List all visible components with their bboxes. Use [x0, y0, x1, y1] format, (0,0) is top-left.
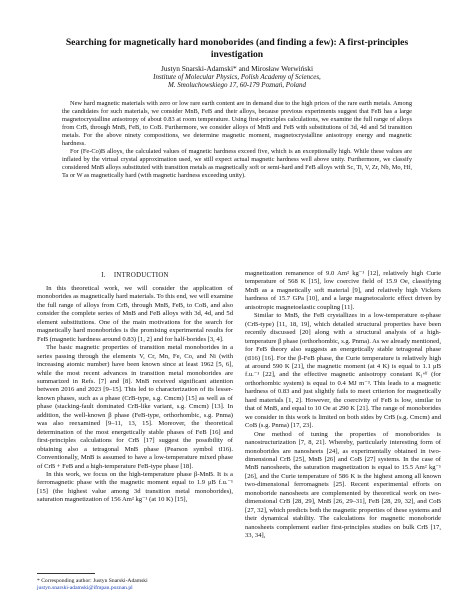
intro-paragraph-1: In this theoretical work, we will consider the application of monoborides as magnetically hard materials. To this end, we will examine the full range of alloys from CrB, through MnB, FeB, to CoB, and also consider the complete series of MnB and FeB alloys with 3d, 4d, and 5d element substitutions. One of the main motivations for the search for magnetically hard monoborides is the promising experimental results for FeB (magnetic hardness around 0.83) [1, 2] and for half-borides [3, 4].	[37, 285, 233, 343]
footnote-divider	[37, 573, 95, 574]
right-column	[245, 270, 441, 541]
paper-title: Searching for magnetically hard monoborides (and finding a few): A first-principles investigation	[65, 37, 409, 60]
intro-paragraph-2: The basic magnetic properties of transition metal monoborides in a series passing through the elements V, Cr, Mn, Fe, Co, and Ni (with increasing atomic number) have been known since at least 1962 [5, 6], while the most recent advances in transition metal monoborides are summarized in Refs. [7] and [8]. MnB received significant attention between 2016 and 2023 [9–15]. This led to characterization of its lesser-known phases, such as a phase (CrB-type, s.g. Cmcm) [15] as well as of phase (stacking-fault dominated CrB-like variant, s.g. Cmcm) [13]. In addition, the well-known β phase (FeB-type, orthorhombic, s.g. Pnma) was also reexamined [9–11, 13, 15]. Moreover, the theoretical determination of the most energetically stable phases of FeB [16] and first-principles calculations for CrB [17] suggest the possibility of obtaining also a tetragonal MnB phase (Pearson symbol tI16). Conventionally, MnB is assumed to have a low-temperature mixed phase of CrB + FeB and a high-temperature FeB-type phase [18].	[37, 344, 233, 470]
section-title: INTRODUCTION	[113, 272, 169, 279]
intro-paragraph-4: magnetization remanence of 9.0 Am² kg⁻¹ [12], relatively high Curie temperature of 568 K [15], low coercive field of 15.9 Oe, classifying MnB as a magnetically soft material [9], and relatively high Vickers hardness of 15.7 GPa [10], and a large magnetocaloric effect driven by anisotropic magnetoelastic coupling [11].	[245, 270, 441, 311]
affiliation-line-1: Institute of Molecular Physics, Polish Academy of Sciences,	[153, 73, 321, 81]
abstract	[62, 100, 412, 180]
abstract-paragraph-1: New hard magnetic materials with zero or low rare earth content are in demand due to the high prices of the rare earth metals. Among the candidates for such materials, we consider MnB, FeB and their alloys, because previous experiments suggest that FeB has a large magnetocrystalline anisotropy of about 0.83 at room temperature. Using first-principles calculations, we examine the full range of alloys from CrB, through MnB, FeB, to CoB. Furthermore, we consider alloys of MnB and FeB with substitutions of 3d, 4d and 5d transition metals. For the above ninety compositions, we determine magnetic moment, magnetocrystalline anisotropy energy and magnetic hardness.	[62, 100, 412, 148]
intro-paragraph-6: One method of tuning the properties of monoborides is nanostructurization [7, 8, 21]. Whereby, particularly interesting form of monoborides are nanosheets [24], as experimentally obtained in two-dimensional CrB [25], MnB [26] and CoB [27] systems. In the case of MnB nanosheets, the saturation magnetization is equal to 15.5 Am² kg⁻¹ [26], and the Curie temperature of 586 K is the highest among all known two-dimensional ferromagnets [25]. Recent experimental efforts on monoboride nanosheets are complemented by theoretical work on two-dimensional CrB [28, 29], MnB [26, 29–31], FeB [28, 29, 32], and CoB [27, 32], which predicts both the magnetic properties of these systems and their dynamical stability. The calculations for magnetic monoboride nanosheets complement earlier first-principles studies on bulk CrB [17, 33, 34],	[245, 430, 441, 540]
footnote	[37, 578, 233, 592]
section-number: I.	[101, 272, 106, 279]
left-column	[37, 285, 233, 505]
intro-paragraph-3: In this work, we focus on the high-temperature phase β-MnB. It is a ferromagnetic phase with the magnetic moment equal to 1.9 μB f.u.⁻¹ [15] (the highest value among 3d transition metal monoborides), saturation magnetization of 156 Am² kg⁻¹ (at 10 K) [15],	[37, 470, 233, 504]
section-heading	[37, 272, 233, 279]
intro-paragraph-5: Similar to MnB, the FeB crystallizes in a low-temperature α-phase (CrB-type) [11, 18, 19], which detailed structural properties have been recently discussed [20] along with a structural analysis of a high-temperature β phase (orthorhombic, s.g. Pnma). As we already mentioned, for FeB theory also suggests an energetically stable tetragonal phase (tI16) [16]. For the β-FeB phase, the Curie temperature is relatively high at around 590 K [21], the magnetic moment (at 4 K) is equal to 1.1 μB f.u.⁻¹ [22], and the effective magnetic anisotropy constant K₁ᵉᶠᶠ (for orthorhombic system) is equal to 0.4 MJ m⁻³. This leads to a magnetic hardness of 0.83 and just slightly fails to meet criterion for magnetically hard materials [1, 2]. However, the coercivity of FeB is low, similar to that of MnB, and equal to 10 Oe at 290 K [21]. The range of monoborides we consider in this work is limited on both sides by CrB (s.g. Cmcm) and CoB (s.g. Pnma) [17, 23].	[245, 312, 441, 430]
author-list: Justyn Snarski-Adamski* and Mirosław Werwiński	[161, 64, 313, 73]
footnote-corresponding-author: * Corresponding author: Justyn Snarski-Adamski	[37, 578, 148, 584]
affiliation	[40, 73, 434, 90]
footnote-email-link[interactable]: justyn.snarski-adamski@ifmpan.poznan.pl	[37, 585, 133, 591]
abstract-paragraph-2: For (Fe-Co)B alloys, the calculated values of magnetic hardness exceed five, which is an exceptionally high. While these values are inflated by the virtual crystal approximation used, we still expect actual magnetic hardness well above unity. Furthermore, we classify considered MnB alloys substituted with transition metals as magnetically soft or semi-hard and FeB alloys with Sc, Ti, V, Zr, Nb, Mo, Hf, Ta or W as magnetically hard (with magnetic hardness exceeding unity).	[62, 148, 412, 180]
affiliation-line-2: M. Smoluchowskiego 17, 60-179 Poznań, Poland	[167, 81, 307, 90]
